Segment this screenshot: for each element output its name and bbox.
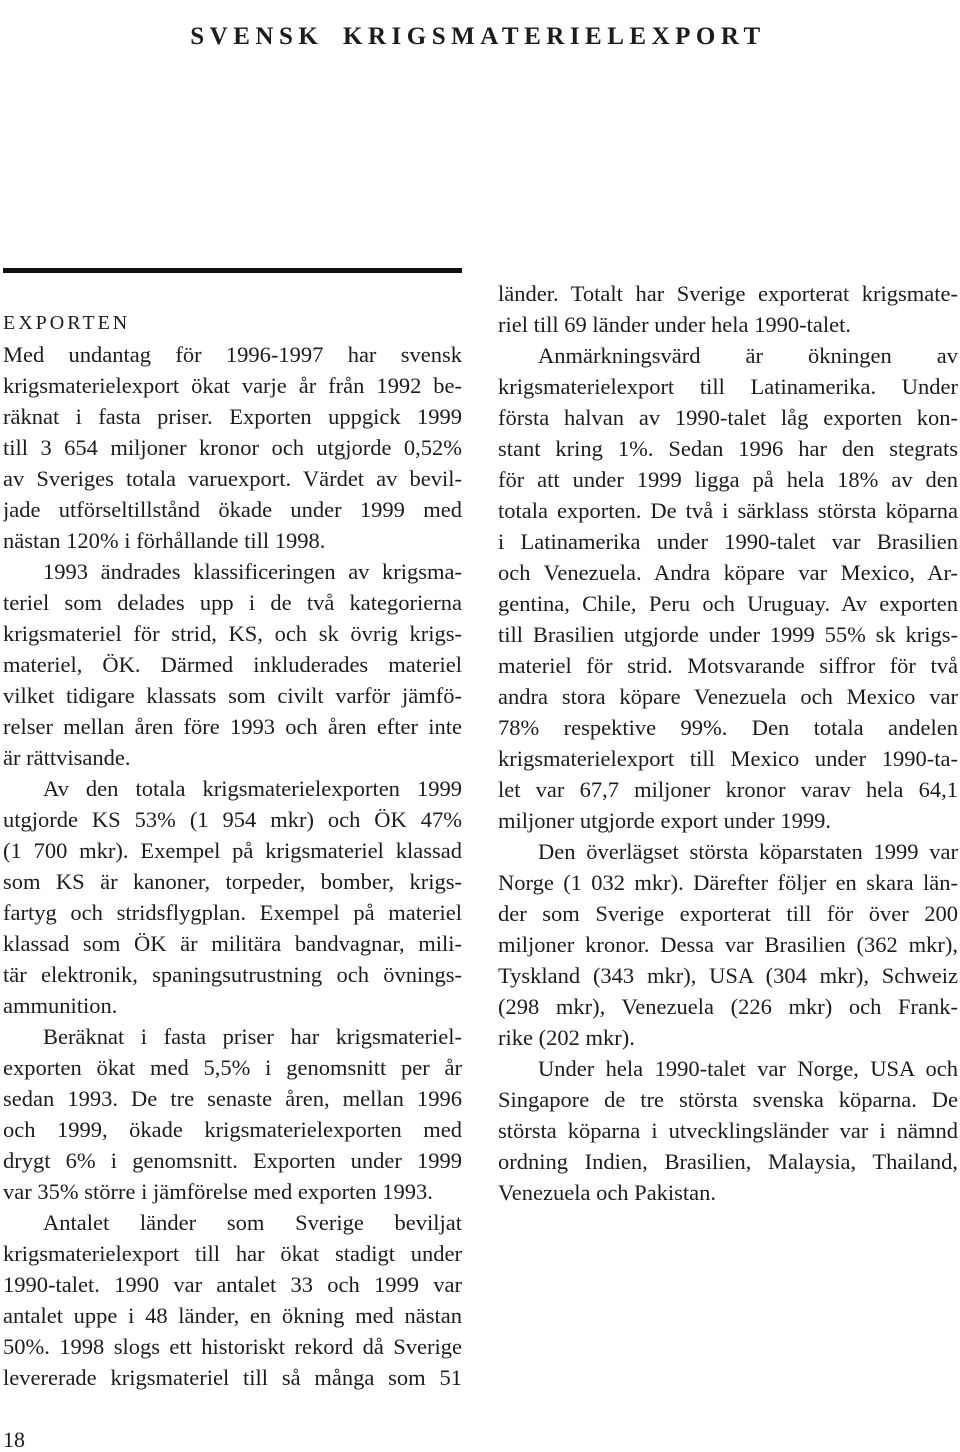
text-line: materiel, ÖK. Därmed inkluderades materiel [3,652,462,677]
text-line: relser mellan åren före 1993 och åren efter inte [3,714,462,739]
paragraph [498,278,958,340]
text-line: länder. Totalt har Sverige exporterat krigsmate- [498,281,958,306]
right-column-body [498,278,958,1208]
text-line: drygt 6% i genomsnitt. Exporten under 1999 [3,1148,462,1173]
text-line: Beräknat i fasta priser har krigsmateriel- [43,1024,462,1049]
text-line: till Brasilien utgjorde under 1999 55% sk krigs- [498,622,958,647]
paragraph [3,1021,462,1207]
text-line: 50%. 1998 slogs ett historiskt rekord då Sverige [3,1334,462,1359]
text-line: Norge (1 032 mkr). Därefter följer en skara län- [498,870,958,895]
text-line: vilket tidigare klassats som civilt varför jämfö- [3,683,462,708]
paragraph [3,773,462,1021]
text-line: ordning Indien, Brasilien, Malaysia, Thailand, [498,1149,958,1174]
text-line: nästan 120% i förhållande till 1998. [3,528,326,553]
text-line: 78% respektive 99%. Den totala andelen [498,715,958,740]
text-line: Med undantag för 1996-1997 har svensk [3,342,462,367]
paragraph [498,836,958,1053]
text-line: för att under 1999 ligga på hela 18% av den [498,467,958,492]
page-number: 18 [3,1427,25,1452]
text-line: fartyg och stridsflygplan. Exempel på materiel [3,900,462,925]
paragraph [3,339,462,556]
text-line: sedan 1993. De tre senaste åren, mellan 1996 [3,1086,462,1111]
text-line: i Latinamerika under 1990-talet var Brasilien [498,529,958,554]
text-line: och 1999, ökade krigsmaterielexporten med [3,1117,462,1142]
text-line: rike (202 mkr). [498,1025,635,1050]
running-header-title: SVENSK KRIGSMATERIELEXPORT [190,23,766,50]
text-line: levererade krigsmateriel till så många som 51 [3,1365,462,1390]
text-line: utgjorde KS 53% (1 954 mkr) och ÖK 47% [3,807,462,832]
text-line: Singapore de tre största svenska köparna. De [498,1087,958,1112]
text-line: som KS är kanoner, torpeder, bomber, krigs- [3,869,462,894]
text-line: 1990-talet. 1990 var antalet 33 och 1999 var [3,1272,462,1297]
text-line: jade utförseltillstånd ökade under 1999 med [3,497,462,522]
text-line: krigsmaterielexport till har ökat stadigt under [3,1241,462,1266]
text-line: tär elektronik, spaningsutrustning och övnings- [3,962,462,987]
text-line: gentina, Chile, Peru och Uruguay. Av exporten [498,591,958,616]
right-column [498,278,958,1208]
text-line: krigsmateriel för strid, KS, och sk övrig krigs- [3,621,462,646]
text-line: och Venezuela. Andra köpare var Mexico, Ar- [498,560,958,585]
text-line: 1993 ändrades klassificeringen av krigsma- [43,559,462,584]
text-line: krigsmaterielexport ökat varje år från 1992 be- [3,373,462,398]
paragraph [3,556,462,773]
text-line: räknat i fasta priser. Exporten uppgick 1999 [3,404,462,429]
text-line: Under hela 1990-talet var Norge, USA och [538,1056,958,1081]
text-line: miljoner kronor. Dessa var Brasilien (362 mkr), [498,932,958,957]
text-line: andra stora köpare Venezuela och Mexico var [498,684,958,709]
paragraph [498,1053,958,1208]
paragraph [498,340,958,836]
text-line: första halvan av 1990-talet låg exporten kon- [498,405,958,430]
left-column-body [3,339,462,1393]
text-line: Den överlägset största köparstaten 1999 var [538,839,958,864]
text-line: Antalet länder som Sverige beviljat [43,1210,462,1235]
text-line: antalet uppe i 48 länder, en ökning med nästan [3,1303,462,1328]
text-line: teriel som delades upp i de två kategorierna [3,590,462,615]
section-rule [3,268,462,273]
text-line: största köparna i utvecklingsländer var i nämnd [498,1118,958,1143]
text-line: till 3 654 miljoner kronor och utgjorde 0,52% [3,435,462,460]
text-line: Av den totala krigsmaterielexporten 1999 [43,776,462,801]
text-line: materiel för strid. Motsvarande siffror för två [498,653,958,678]
text-line: exporten ökat med 5,5% i genomsnitt per år [3,1055,462,1080]
left-column [3,308,462,1393]
text-line: var 35% större i jämförelse med exporten 1993. [3,1179,433,1204]
text-line: miljoner utgjorde export under 1999. [498,808,832,833]
text-line: (298 mkr), Venezuela (226 mkr) och Frank- [498,994,958,1019]
text-line: stant kring 1%. Sedan 1996 har den stegrats [498,436,958,461]
text-line: (1 700 mkr). Exempel på krigsmateriel klassad [3,838,462,863]
text-line: Venezuela och Pakistan. [498,1180,717,1205]
text-line: av Sveriges totala varuexport. Värdet av bevil- [3,466,462,491]
text-line: der som Sverige exporterat till för över 200 [498,901,958,926]
text-line: Anmärkningsvärd är ökningen av [538,343,958,368]
text-line: ammunition. [3,993,118,1018]
text-line: totala exporten. De två i särklass största köparna [498,498,958,523]
text-line: klassad som ÖK är militära bandvagnar, mili- [3,931,462,956]
text-line: krigsmaterielexport till Latinamerika. Under [498,374,958,399]
section-heading: EXPORTEN [3,312,131,334]
paragraph [3,1207,462,1393]
text-line: let var 67,7 miljoner kronor varav hela 64,1 [498,777,958,802]
text-line: riel till 69 länder under hela 1990-talet. [498,312,852,337]
text-line: Tyskland (343 mkr), USA (304 mkr), Schweiz [498,963,958,988]
text-line: är rättvisande. [3,745,131,770]
text-line: krigsmaterielexport till Mexico under 1990-ta- [498,746,958,771]
